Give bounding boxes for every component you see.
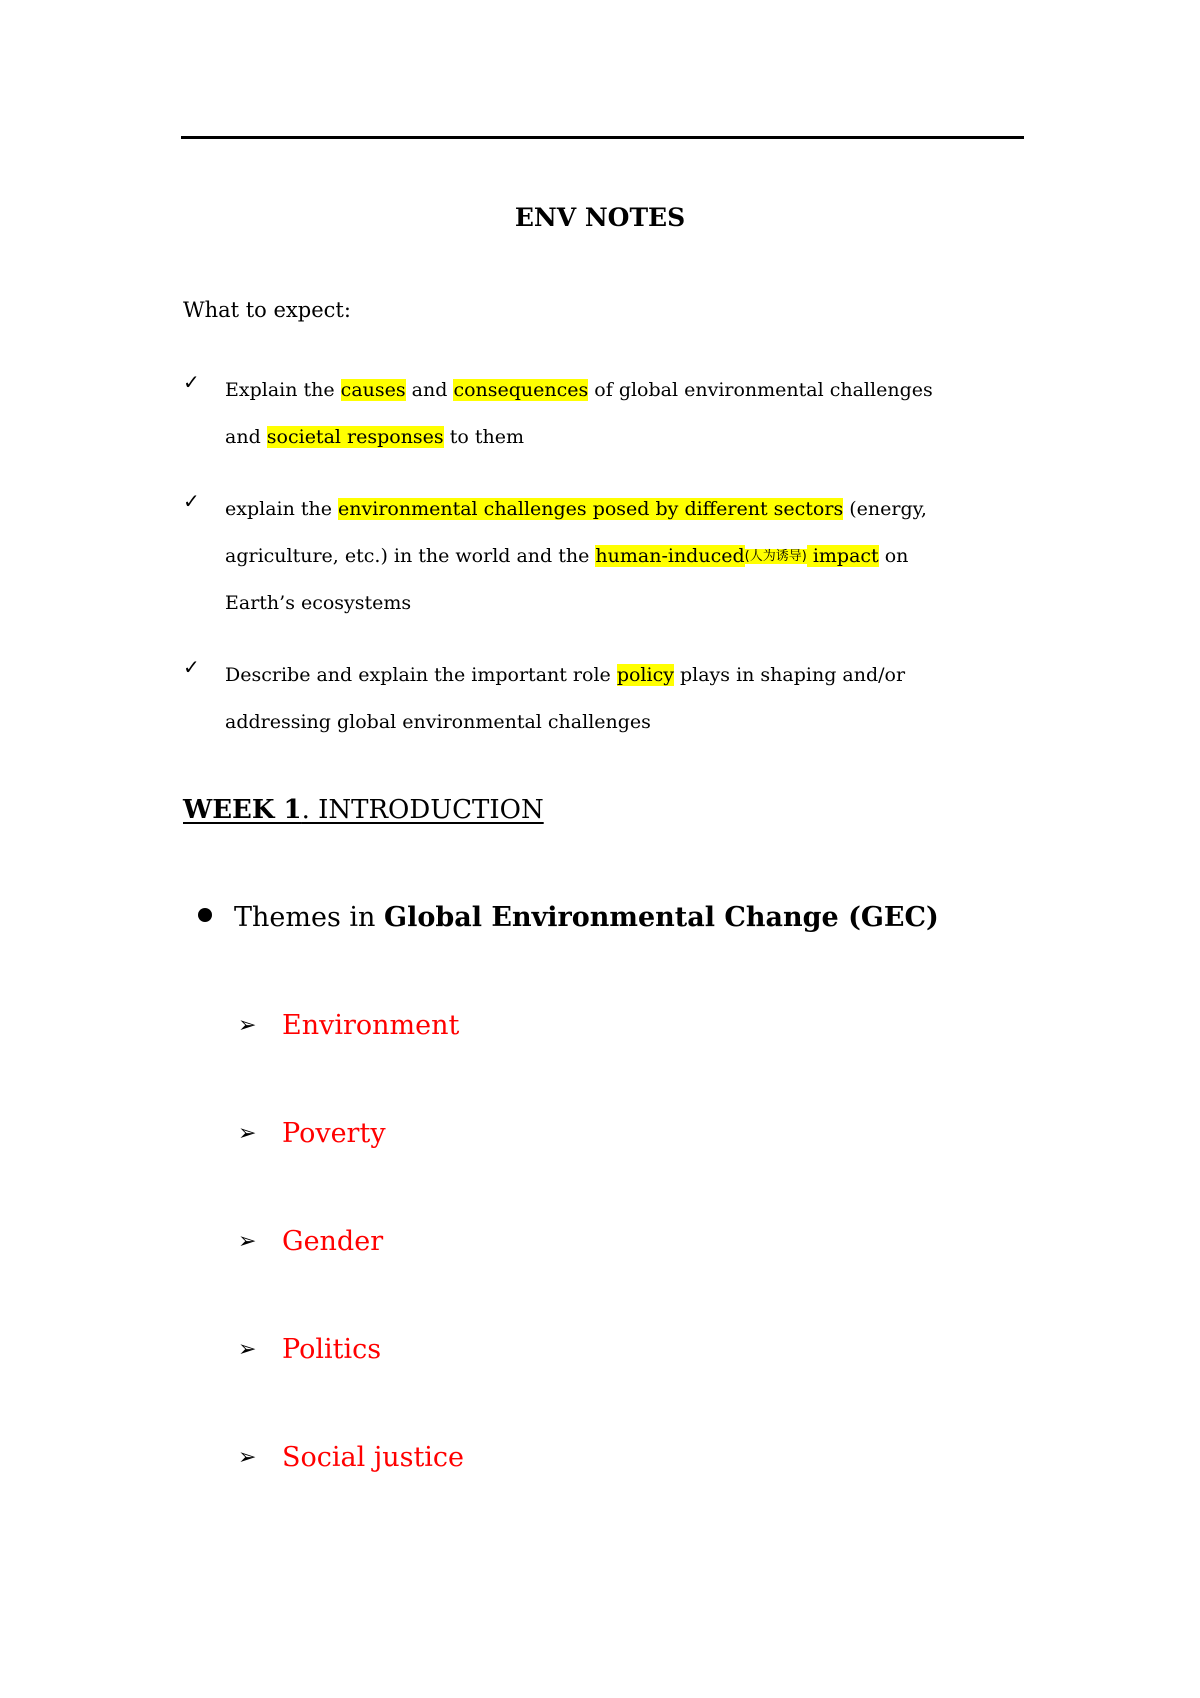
theme-label: Social justice xyxy=(282,1442,465,1473)
arrow-head-icon: ➢ xyxy=(238,1337,257,1362)
highlighted-term: causes xyxy=(340,379,406,401)
intro-text: What to expect: xyxy=(183,298,351,322)
arrow-head-icon: ➢ xyxy=(238,1445,257,1470)
objective-2-text xyxy=(225,498,927,614)
highlighted-term: human-induced xyxy=(595,545,745,567)
theme-list xyxy=(238,1008,464,1548)
top-horizontal-rule xyxy=(181,136,1024,139)
objective-item-1 xyxy=(183,367,1023,461)
week-label: WEEK 1 xyxy=(183,795,302,825)
objective-1-text xyxy=(225,379,933,448)
week-title: . INTRODUCTION xyxy=(301,795,544,825)
objective-text-run: and xyxy=(225,426,267,448)
theme-label: Gender xyxy=(282,1226,384,1257)
highlighted-term: consequences xyxy=(453,379,589,401)
objective-text-run: and xyxy=(405,379,454,401)
objective-item-2 xyxy=(183,486,1023,627)
highlighted-term: policy xyxy=(616,664,674,686)
objective-text-run: Earth’s ecosystems xyxy=(225,592,412,614)
objective-text-run: addressing global environmental challenges xyxy=(225,711,651,733)
theme-label: Environment xyxy=(282,1010,460,1041)
theme-item-gender xyxy=(238,1224,464,1332)
theme-item-poverty xyxy=(238,1116,464,1224)
objective-text-run: explain the xyxy=(225,498,339,520)
filled-circle-bullet-icon xyxy=(198,908,212,922)
check-icon: ✓ xyxy=(183,655,200,679)
objective-text-run: to them xyxy=(443,426,524,448)
arrow-head-icon: ➢ xyxy=(238,1121,257,1146)
highlighted-annotation: (人为诱导) xyxy=(744,549,807,564)
arrow-head-icon: ➢ xyxy=(238,1229,257,1254)
themes-gec-label: Global Environmental Change (GEC) xyxy=(384,902,939,933)
document-title: ENV NOTES xyxy=(514,203,686,232)
objective-text-run: (energy, xyxy=(843,498,927,520)
check-icon: ✓ xyxy=(183,370,200,394)
check-icon: ✓ xyxy=(183,489,200,513)
theme-item-politics xyxy=(238,1332,464,1440)
objective-text-run: Explain the xyxy=(225,379,341,401)
objectives-list xyxy=(183,367,1023,771)
objective-text-run: agriculture, etc.) in the world and the xyxy=(225,545,596,567)
highlighted-term: societal responses xyxy=(266,426,444,448)
highlighted-term: impact xyxy=(806,545,879,567)
objective-item-3 xyxy=(183,652,1023,746)
themes-heading xyxy=(198,900,939,936)
objective-3-text xyxy=(225,664,905,733)
arrow-head-icon: ➢ xyxy=(238,1013,257,1038)
objective-text-run: on xyxy=(878,545,909,567)
theme-label: Politics xyxy=(282,1334,382,1365)
objective-text-run: Describe and explain the important role xyxy=(225,664,617,686)
highlighted-term: environmental challenges posed by different sectors xyxy=(338,498,844,520)
theme-label: Poverty xyxy=(282,1118,386,1149)
week-heading xyxy=(183,793,544,827)
objective-text-run: of global environmental challenges xyxy=(588,379,933,401)
theme-item-environment xyxy=(238,1008,464,1116)
objective-text-run: plays in shaping and/or xyxy=(673,664,906,686)
themes-prefix: Themes in xyxy=(234,902,385,933)
theme-item-social-justice xyxy=(238,1440,464,1548)
